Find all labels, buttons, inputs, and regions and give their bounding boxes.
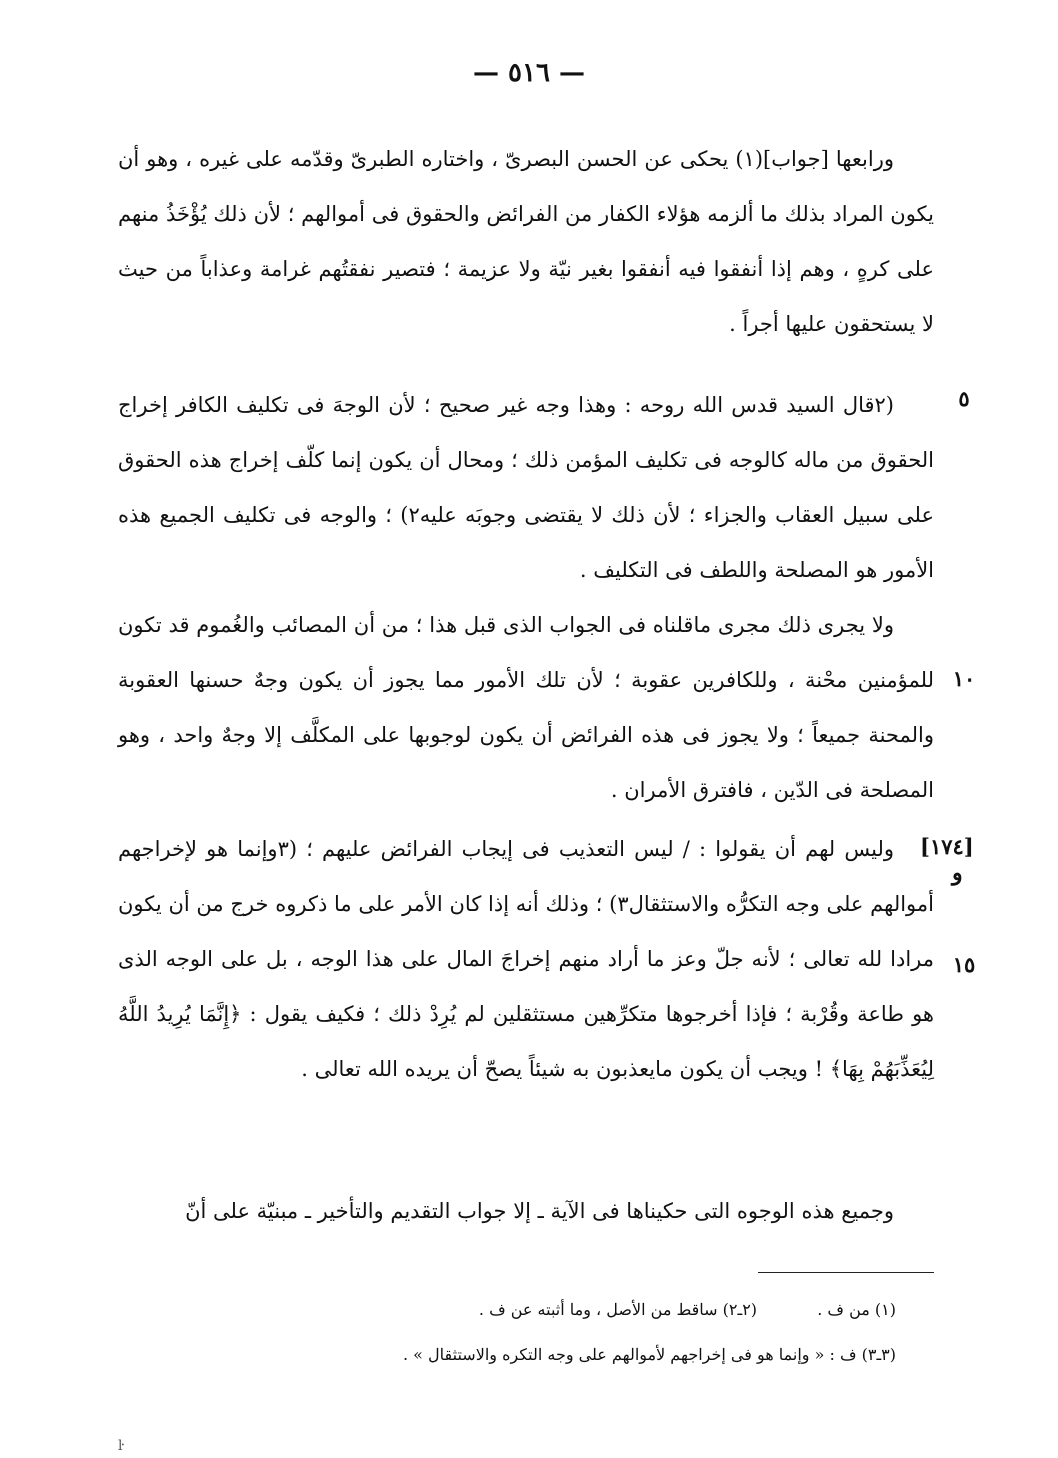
paragraph-5 [118, 1184, 934, 1239]
manuscript-folio-side: و [952, 860, 963, 886]
page-number: — ٥١٦ — [472, 58, 586, 88]
footnote-1: (١) من ف . [817, 1300, 896, 1319]
paragraph-4 [118, 822, 934, 1097]
line-number-15: ١٥ [952, 952, 976, 977]
footnote-line-2 [160, 1345, 896, 1364]
paragraph-text: ورابعها [جواب](١) يحكى عن الحسن البصرىّ ، واختاره الطبرىّ وقدّمه على غيره ، وهو أن يكون المراد بذلك ما ألزمه هؤلاء الكفار من الفرائض والحقوق فى أموالهم ؛ لأن ذلك يُؤْخَذُ منهم على كرهٍ ، وهم إذا أنفقوا فيه أنفقوا بغير نيّة ولا عزيمة ؛ فتصير نفقتُهم غرامة وعذاباً من حيث لا يستحقون عليها أجراً . [118, 147, 934, 336]
paragraph-1 [118, 132, 934, 352]
footnote-3: (٣ـ٣) ف : « وإنما هو فى إخراجهم لأموالهم على وجه التكره والاستثقال » . [403, 1345, 896, 1364]
line-number-10: ١٠ [952, 666, 976, 691]
footnote-divider [758, 1272, 934, 1273]
paragraph-text: وليس لهم أن يقولوا : / ليس التعذيب فى إيجاب الفرائض عليهم ؛ (٣وإنما هو لإخراجهم أموالهم على وجه التكرُّه والاستثقال٣) ؛ وذلك أنه إذا كان الأمر على ما ذكروه خرج من أن يكون مرادا لله تعالى ؛ لأنه جلّ وعز ما أراد منهم إخراجَ المال على هذا الوجه ، بل على الوجه الذى هو طاعة وقُرْبة ؛ فإذا أخرجوها متكرِّهين مستثقلين لم يُرِدْ ذلك ؛ فكيف يقول : ﴿إِنَّمَا يُرِيدُ اللَّهُ لِيُعَذِّبَهُمْ بِهَا﴾ ! ويجب أن يكون مايعذبون به شيئاً يصحّ أن يريده الله تعالى . [118, 837, 935, 1081]
paragraph-text: (٢قال السيد قدس الله روحه : وهذا وجه غير صحيح ؛ لأن الوجهَ فى تكليف الكافر إخراج الحقوق من ماله كالوجه فى تكليف المؤمن ذلك ؛ ومحال أن يكون إنما كلّف إخراج هذه الحقوق على سبيل العقاب والجزاء ؛ لأن ذلك لا يقتضى وجوبَه عليه٢) ؛ والوجه فى تكليف الجميع هذه الأمور هو المصلحة واللطف فى التكليف . [118, 393, 935, 582]
manuscript-folio-ref: [١٧٤] [920, 834, 974, 859]
scan-mark: ŀ [118, 1438, 123, 1454]
paragraph-2 [118, 378, 934, 598]
paragraph-text: وجميع هذه الوجوه التى حكيناها فى الآية ـ إلا جواب التقديم والتأخير ـ مبنيّة على أنّ [185, 1199, 894, 1223]
footnote-line-1 [160, 1300, 896, 1319]
footnote-2: (٢ـ٢) ساقط من الأصل ، وما أثبته عن ف . [478, 1300, 758, 1319]
paragraph-text: ولا يجرى ذلك مجرى ماقلناه فى الجواب الذى قبل هذا ؛ من أن المصائب والغُموم قد تكون للمؤمنين محْنة ، وللكافرين عقوبة ؛ لأن تلك الأمور مما يجوز أن يكون وجهٌ حسنها العقوبة والمحنة جميعاً ؛ ولا يجوز فى هذه الفرائض أن يكون لوجوبها على المكلَّف إلا وجهٌ واحد ، وهو المصلحة فى الدّين ، فافترق الأمران . [118, 613, 934, 802]
paragraph-3 [118, 598, 934, 818]
line-number-5: ٥ [958, 386, 970, 411]
